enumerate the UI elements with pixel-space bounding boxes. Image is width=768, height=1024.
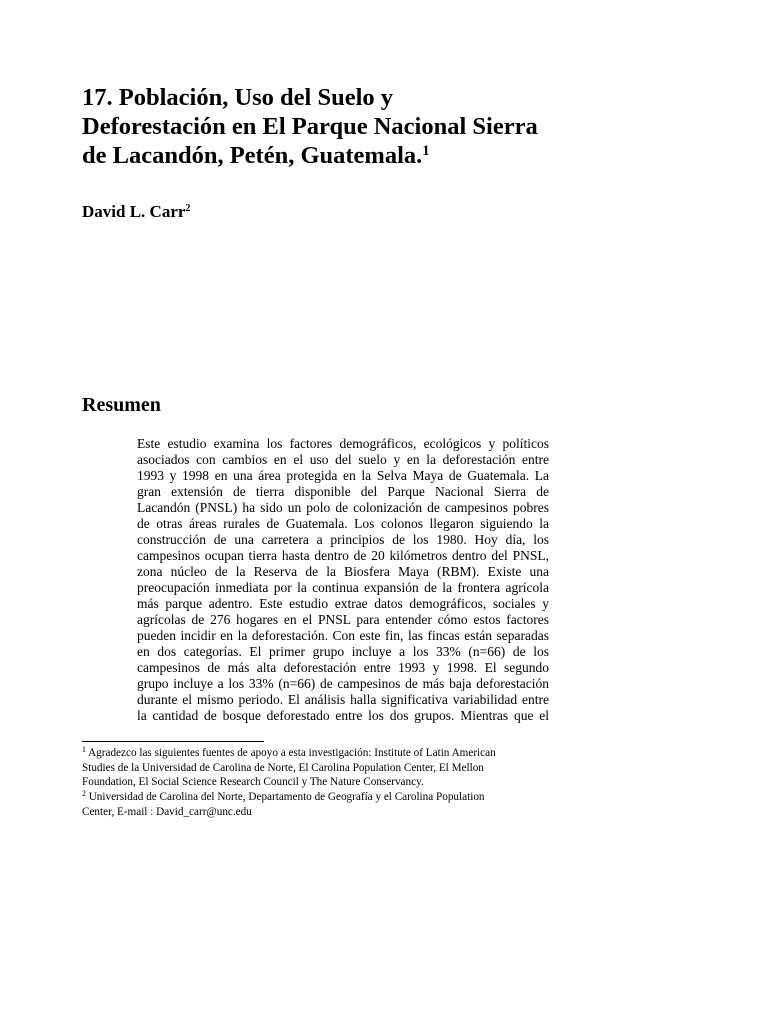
footnote-2-line xyxy=(82,790,552,805)
abstract-line: pueden incidir en la deforestación. Con este fin, las fincas están separadas xyxy=(137,628,549,643)
footnote-2 xyxy=(82,790,552,819)
footnote-1-line xyxy=(82,746,552,761)
author-line xyxy=(82,201,191,226)
footnote-1-line: Studies de la Universidad de Carolina de Norte, El Carolina Population Center, El Mellon xyxy=(82,762,484,775)
title-line-3 xyxy=(82,141,702,174)
author-footnote-mark: 2 xyxy=(185,203,191,215)
abstract-line: agrícolas de 276 hogares en el PNSL para entender cómo estos factores xyxy=(137,612,549,627)
abstract-line: grupo incluye a los 33% (n=66) de campesinos de más baja deforestación xyxy=(137,676,549,691)
abstract-line: campesinos ocupan tierra hasta dentro de 20 kilómetros dentro del PNSL, xyxy=(137,548,549,563)
title-line-1: 17. Población, Uso del Suelo y xyxy=(82,84,394,111)
author-name: David L. Carr xyxy=(82,202,186,221)
abstract-body xyxy=(137,436,549,724)
footnote-1-text: Agradezco las siguientes fuentes de apoyo a esta investigación: Institute of Latin American xyxy=(85,747,496,759)
footnote-1-line: Foundation, El Social Science Research Council y The Nature Conservancy. xyxy=(82,776,424,789)
title-line-3-text: de Lacandón, Petén, Guatemala. xyxy=(82,142,423,169)
footnote-1-mark: 1 xyxy=(82,745,86,755)
abstract-line: en dos categorías. El primer grupo incluye a los 33% (n=66) de los xyxy=(137,644,549,659)
footnote-2-mark: 2 xyxy=(82,789,86,799)
abstract-line: Este estudio examina los factores demográficos, ecológicos y políticos xyxy=(137,436,549,451)
abstract-line: campesinos de más alta deforestación entre 1993 y 1998. El segundo xyxy=(137,660,549,675)
footnote-2-line: Center, E-mail : David_carr@unc.edu xyxy=(82,805,252,818)
abstract-line: 1993 y 1998 en una área protegida en la Selva Maya de Guatemala. La xyxy=(137,468,549,483)
abstract-line: construcción de una carretera a principios de los 1980. Hoy día, los xyxy=(137,532,549,547)
abstract-line: de otras áreas rurales de Guatemala. Los colonos llegaron siguiendo la xyxy=(137,516,549,531)
footnote-divider xyxy=(82,741,264,742)
paper-title xyxy=(82,83,702,174)
abstract-line: preocupación inmediata por la continua expansión de la frontera agrícola xyxy=(137,580,549,595)
footnote-2-text: Universidad de Carolina del Norte, Departamento de Geografía y el Carolina Population xyxy=(85,790,485,803)
abstract-heading: Resumen xyxy=(82,394,161,416)
footnote-1 xyxy=(82,746,552,790)
abstract-line: Lacandón (PNSL) ha sido un polo de colonización de campesinos pobres xyxy=(137,500,549,515)
abstract-line: asociados con cambios en el uso del suelo y en la deforestación entre xyxy=(137,452,549,467)
abstract-line: durante el mismo periodo. El análisis halla significativa variabilidad entre xyxy=(137,692,549,707)
footnotes xyxy=(82,746,552,819)
title-line-2: Deforestación en El Parque Nacional Sierra xyxy=(82,113,538,140)
abstract-line: zona núcleo de la Reserva de la Biosfera Maya (RBM). Existe una xyxy=(137,564,549,579)
title-footnote-mark: 1 xyxy=(422,142,430,159)
abstract-line: más parque adentro. Este estudio extrae datos demográficos, sociales y xyxy=(137,596,549,611)
abstract-line: gran extensión de tierra disponible del Parque Nacional Sierra de xyxy=(137,484,549,499)
abstract-line: la cantidad de bosque deforestado entre los dos grupos. Mientras que el xyxy=(137,708,549,723)
